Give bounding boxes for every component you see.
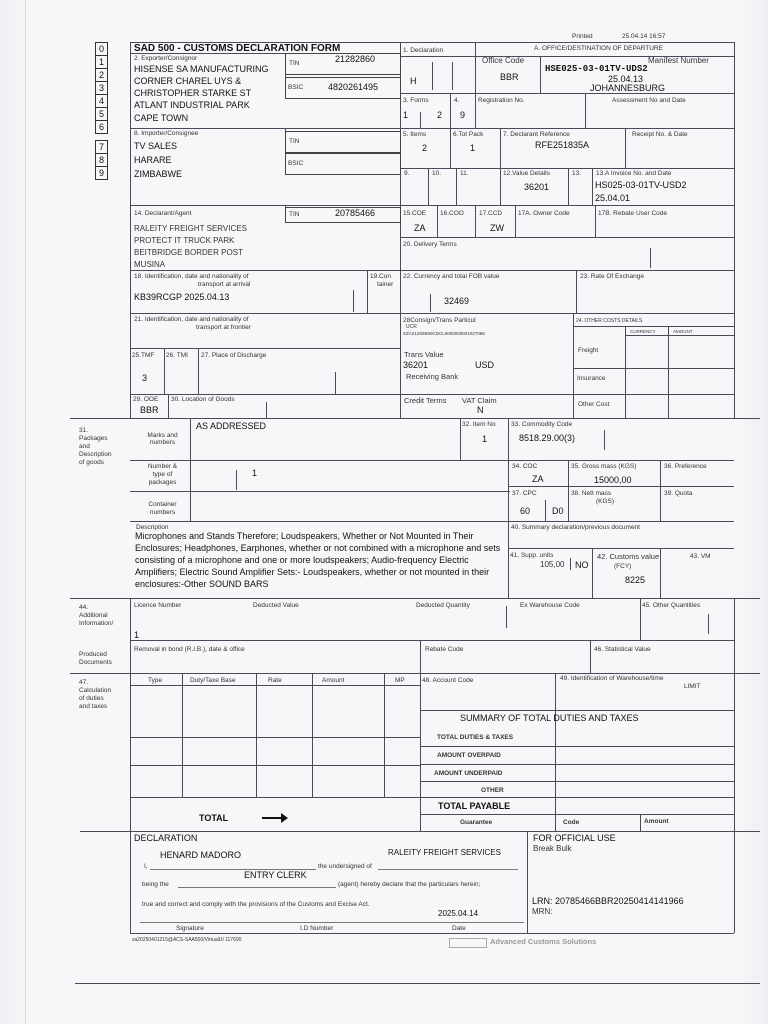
currency-label: 22. Currency and total FOB value xyxy=(403,273,500,280)
row-number: 0 xyxy=(95,42,108,56)
receipt-label: Receipt No. & Date xyxy=(632,131,688,138)
footer-company: Advanced Customs Solutions xyxy=(490,937,597,946)
location-goods-label: 30. Location of Goods xyxy=(171,396,235,403)
account-code-label: 48. Account Code xyxy=(422,677,474,684)
gross-mass-value: 15000,00 xyxy=(594,475,632,485)
duty-col-amount: Amount xyxy=(322,677,345,684)
cpc-value-1: 60 xyxy=(520,506,531,516)
ccd-label: 17.CCD xyxy=(479,210,503,217)
exporter-label: 2. Exporter/Consignor xyxy=(134,55,198,62)
arrow-right-icon xyxy=(262,817,282,819)
consign-label: 28Consign/Trans Particul xyxy=(403,317,476,324)
item-no-value: 1 xyxy=(482,434,488,444)
box4-label: 4. xyxy=(454,97,460,104)
insurance-label: Insurance xyxy=(577,375,606,382)
other-qty-label: 45. Other Quantities xyxy=(642,602,701,609)
produced-side-label: Produced xyxy=(79,651,107,658)
packages-side-label: Description xyxy=(79,451,112,458)
number-type-label: packages xyxy=(148,479,177,486)
box13-label: 13. xyxy=(572,170,582,177)
row-number: 9 xyxy=(95,166,108,180)
credit-terms-label: Credit Terms xyxy=(404,396,447,405)
tmf-value: 3 xyxy=(142,373,148,383)
acs-logo-icon xyxy=(449,938,487,948)
signature-label: Signature xyxy=(176,925,204,932)
id-number-label: I.D Number xyxy=(300,925,334,932)
items-label: 5. Items xyxy=(403,131,427,138)
customs-value-sub: (FCY) xyxy=(614,563,632,570)
manifest-date: 25.04.13 xyxy=(608,74,644,84)
registration-label: Registration No. xyxy=(478,97,525,104)
other-costs-amount: AMOUNT xyxy=(673,329,693,334)
trans-currency: USD xyxy=(475,360,495,370)
declarant-tin-label: TIN xyxy=(289,211,300,218)
fob-value: 32469 xyxy=(444,296,470,306)
forms-value-2: 2 xyxy=(437,110,443,120)
other-cost-label: Other Cost xyxy=(578,401,610,408)
exporter-line: ATLANT INDUSTRIAL PARK xyxy=(134,100,250,110)
manifest-label: Manifest Number xyxy=(648,56,709,65)
ooe-label: 29. OOE xyxy=(133,396,159,403)
forms-value-1: 1 xyxy=(403,110,409,120)
ucr-value: SZA21Z65B60CDCL0000000001027068 xyxy=(403,331,485,336)
number-type-label: type of xyxy=(152,471,173,478)
row-number: 3 xyxy=(95,81,108,95)
break-bulk-label: Break Bulk xyxy=(533,844,572,853)
duty-col-mp: MP xyxy=(395,677,405,684)
trans-value: 36201 xyxy=(403,360,429,370)
row-number: 5 xyxy=(95,107,108,121)
office-code: BBR xyxy=(500,72,519,82)
declarant-line: MUSINA xyxy=(134,260,166,269)
manifest-number: HSE025-03-01TV-UDS2 xyxy=(545,64,648,74)
coc-value: ZA xyxy=(532,474,544,484)
footer-system-id: sa20250401215@ACS-SAA500/VirtualUI 117690 xyxy=(132,937,242,943)
receiving-bank-label: Receiving Bank xyxy=(406,372,459,381)
row-number: 7 xyxy=(95,140,108,154)
exporter-line: CAPE TOWN xyxy=(134,113,189,123)
importer-line: ZIMBABWE xyxy=(134,169,183,179)
row-number: 2 xyxy=(95,68,108,82)
row-number: 4 xyxy=(95,94,108,108)
summary-decl-label: 40. Summary declaration/previous document xyxy=(511,524,640,531)
container-label-2: tainer xyxy=(377,281,394,288)
summary-row-label: AMOUNT UNDERPAID xyxy=(434,770,503,777)
description-label: Description xyxy=(136,524,169,531)
place-discharge-label: 27. Place of Discharge xyxy=(201,352,267,359)
container-label: 19.Con xyxy=(370,273,391,280)
row-number: 1 xyxy=(95,55,108,69)
gross-mass-label: 35. Gross mass (KGS) xyxy=(571,463,637,470)
total-label: TOTAL xyxy=(199,813,229,823)
customs-value-label: 42. Customs value xyxy=(597,552,660,561)
supp-units-no: NO xyxy=(575,560,589,570)
ccd-value: ZW xyxy=(490,223,504,233)
transport-arrival-value: KB39RCGP 2025.04.13 xyxy=(134,292,230,302)
rate-exchange-label: 23. Rate Of Exchange xyxy=(580,273,644,280)
importer-tin-box xyxy=(285,131,401,153)
statistical-label: 46. Statistical Value xyxy=(594,646,651,653)
declarant-label: 14. Declarant/Agent xyxy=(134,210,192,217)
declarant-ref-value: RFE251835A xyxy=(535,140,590,150)
other-costs-label: 24. OTHER COSTS DETAILS xyxy=(576,318,643,324)
tmf-label: 25.TMF xyxy=(132,352,155,359)
calc-side-label: 47. xyxy=(79,679,89,686)
total-payable-label: TOTAL PAYABLE xyxy=(438,801,511,811)
duty-col-type: Type xyxy=(148,677,163,684)
declarant-line: RALEITY FREIGHT SERVICES xyxy=(134,224,247,233)
agent-declaration-text: (agent) hereby declare that the particulars herein; xyxy=(338,881,481,888)
ooe-value: BBR xyxy=(140,405,159,415)
box4-value: 9 xyxy=(460,110,466,120)
tmi-label: 26. TMI xyxy=(166,352,188,359)
importer-bsic-label: BSIC xyxy=(288,160,304,167)
declarant-ref-label: 7. Declarant Reference xyxy=(503,131,570,138)
invoice-label: 13.A Invoice No. and Date xyxy=(596,170,672,177)
removal-label: Removal in bond (R.I.B.), date & office xyxy=(134,646,245,653)
lrn-value: LRN: 20785466BBR20250414141966 xyxy=(532,896,684,906)
coe-label: 15.COE xyxy=(403,210,427,217)
duty-col-base: Duty/Taxe Base xyxy=(190,677,236,684)
box9-label: 9. xyxy=(404,170,410,177)
value-details-label: 12.Value Details xyxy=(503,170,550,177)
coc-label: 34. COC xyxy=(512,463,538,470)
freight-label: Freight xyxy=(578,347,599,354)
tot-pack-value: 1 xyxy=(470,143,476,153)
transport-frontier-label: 21. Identification, date and nationality of xyxy=(134,316,249,323)
summary-title: SUMMARY OF TOTAL DUTIES AND TAXES xyxy=(460,713,639,723)
calc-side-label: and taxes xyxy=(79,703,108,710)
calc-side-label: of duties xyxy=(79,695,104,702)
value-details-value: 36201 xyxy=(524,182,550,192)
packages-side-label: 31. xyxy=(79,427,89,434)
deducted-value-label: Deducted Value xyxy=(253,602,299,609)
assessment-label: Assessment No and Date xyxy=(612,97,686,104)
compliance-text: true and correct and comply with the provisions of the Customs and Excise Act. xyxy=(142,901,370,908)
supp-units-label: 41. Supp. units xyxy=(510,552,554,559)
mrn-label: MRN: xyxy=(532,907,553,916)
transport-arrival-label: 18. Identification, date and nationality of xyxy=(134,273,249,280)
transport-frontier-label-2: transport at frontier xyxy=(196,324,251,331)
coe-value: ZA xyxy=(414,223,426,233)
summary-row-label: AMOUNT OVERPAID xyxy=(437,752,501,759)
exporter-line: CHRISTOPHER STARKE ST xyxy=(134,88,252,98)
declarant-company: RALEITY FREIGHT SERVICES xyxy=(388,848,501,857)
ex-warehouse-label: Ex Warehouse Code xyxy=(520,602,580,609)
number-type-value: 1 xyxy=(252,468,258,478)
container-numbers-label: numbers xyxy=(149,509,176,516)
exporter-tin: 21282860 xyxy=(335,54,376,64)
transport-arrival-label-2: transport at arrival xyxy=(198,281,251,288)
additional-side-label: Additional xyxy=(79,612,108,619)
items-value: 2 xyxy=(422,143,428,153)
importer-line: TV SALES xyxy=(134,141,178,151)
invoice-number: HS025-03-01TV-USD2 xyxy=(595,180,687,190)
manifest-place: JOHANNESBURG xyxy=(590,83,666,93)
office-code-label: Office Code xyxy=(482,56,525,65)
office-destination-label: A. OFFICE/DESTINATION OF DEPARTURE xyxy=(534,45,663,52)
rebate-user-label: 17B. Rebate User Code xyxy=(598,210,668,217)
declarant-line: BEITBRIDGE BORDER POST xyxy=(134,248,243,257)
calc-side-label: Calculation xyxy=(79,687,112,694)
additional-side-label: 44. xyxy=(79,604,89,611)
container-numbers-label: Container xyxy=(148,501,177,508)
box11-label: 11. xyxy=(460,170,469,177)
cpc-value-2: D0 xyxy=(552,506,564,516)
box10-label: 10. xyxy=(432,170,442,177)
row-number: 6 xyxy=(95,120,108,134)
produced-side-label: Documents xyxy=(79,659,112,666)
marks-label: Marks and numbers xyxy=(147,432,178,446)
nett-mass-unit: (KGS) xyxy=(596,498,615,505)
exporter-tin-label: TIN xyxy=(289,60,300,67)
declarant-line: PROTECT IT TRUCK PARK xyxy=(134,236,235,245)
additional-value: 1 xyxy=(134,630,140,640)
being-text: being the xyxy=(142,881,169,888)
printed-datetime: 25.04.14 16:57 xyxy=(622,33,666,40)
number-type-label: Number & xyxy=(147,463,178,470)
row-number: 8 xyxy=(95,153,108,167)
tot-pack-label: 6.Tot Pack xyxy=(453,131,484,138)
additional-side-label: Information/ xyxy=(79,620,114,627)
deducted-qty-label: Deducted Quantity xyxy=(416,602,470,609)
declarant-role: ENTRY CLERK xyxy=(244,870,307,880)
nett-mass-label: 38. Nett mass xyxy=(571,490,612,497)
packages-side-label: Packages xyxy=(79,435,108,442)
other-costs-currency: CURRENCY xyxy=(630,329,656,334)
exporter-bsic: 4820261495 xyxy=(328,82,379,92)
goods-description: Microphones and Stands Therefore; Loudspeakers, Whether or Not Mounted in Their Enclosures; Headphones, Earphones, whether or not combined with a microphone and sets consisting of a microphone and one or more loudspeakers; Audio-frequency Electric Amplifiers; Electric Sound Amplifier Sets:- Loudspeakers, whether or not mounted in their enclosures:-Other SOUND BARS xyxy=(135,531,501,589)
customs-value: 8225 xyxy=(625,575,646,585)
declarant-name: HENARD MADORO xyxy=(160,850,242,860)
importer-line: HARARE xyxy=(134,155,172,165)
vm-label: 43. VM xyxy=(690,553,711,560)
warehouse-id-label: 49. Identification of Warehouse/time xyxy=(560,675,664,682)
forms-label: 3. Forms xyxy=(403,97,429,104)
marks-value: AS ADDRESSED xyxy=(196,421,267,431)
importer-label: 8. Importer/Consignee xyxy=(134,130,199,137)
summary-row-label: OTHER xyxy=(481,787,504,794)
exporter-line: CORNER CHAREL UYS & xyxy=(134,76,242,86)
guarantee-label: Guarantee xyxy=(460,819,493,826)
declaration-value: H xyxy=(410,76,417,86)
invoice-date: 25.04.01 xyxy=(595,193,631,203)
vat-claim-value: N xyxy=(477,405,484,415)
exporter-bsic-label: BSIC xyxy=(288,84,304,91)
commodity-value: 8518.29.00(3) xyxy=(519,433,576,443)
trans-value-label: Trans Value xyxy=(404,350,444,359)
cpc-label: 37. CPC xyxy=(512,490,537,497)
date-label: Date xyxy=(452,925,466,932)
preference-label: 36. Preference xyxy=(664,463,707,470)
guarantee-amount-label: Amount xyxy=(644,818,669,825)
declaration-title: DECLARATION xyxy=(134,833,198,843)
item-no-label: 32. Item No xyxy=(462,421,496,428)
declaration-i: I, xyxy=(144,863,148,870)
packages-side-label: of goods xyxy=(79,459,104,466)
rebate-code-label: Rebate Code xyxy=(425,646,464,653)
commodity-label: 33. Commodity Code xyxy=(511,421,573,428)
owner-code-label: 17A. Owner Code xyxy=(518,210,570,217)
undersigned-text: the undersigned of xyxy=(318,863,372,870)
supp-units-value: 105,00 xyxy=(540,560,565,569)
quota-label: 39. Quota xyxy=(664,490,693,497)
declaration-label: 1. Declaration xyxy=(403,47,444,54)
form-title: SAD 500 - CUSTOMS DECLARATION FORM xyxy=(134,43,341,54)
importer-tin-label: TIN xyxy=(289,138,300,145)
declaration-date: 2025.04.14 xyxy=(438,909,479,918)
coo-label: 16.COO xyxy=(440,210,464,217)
printed-label: Printed xyxy=(572,33,593,40)
exporter-line: HISENSE SA MANUFACTURING xyxy=(134,64,269,74)
guarantee-code-label: Code xyxy=(563,819,580,826)
vat-claim-label: VAT Claim xyxy=(462,396,497,405)
declarant-tin: 20785466 xyxy=(335,208,376,218)
limit-label: LIMIT xyxy=(684,683,701,690)
official-use-title: FOR OFFICIAL USE xyxy=(533,833,616,843)
ucr-label: UCR xyxy=(406,324,417,330)
delivery-terms-label: 20. Delivery Terms xyxy=(403,241,457,248)
licence-label: Licence Number xyxy=(134,602,182,609)
summary-row-label: TOTAL DUTIES & TAXES xyxy=(437,734,514,741)
duty-col-rate: Rate xyxy=(268,677,282,684)
packages-side-label: and xyxy=(79,443,90,450)
